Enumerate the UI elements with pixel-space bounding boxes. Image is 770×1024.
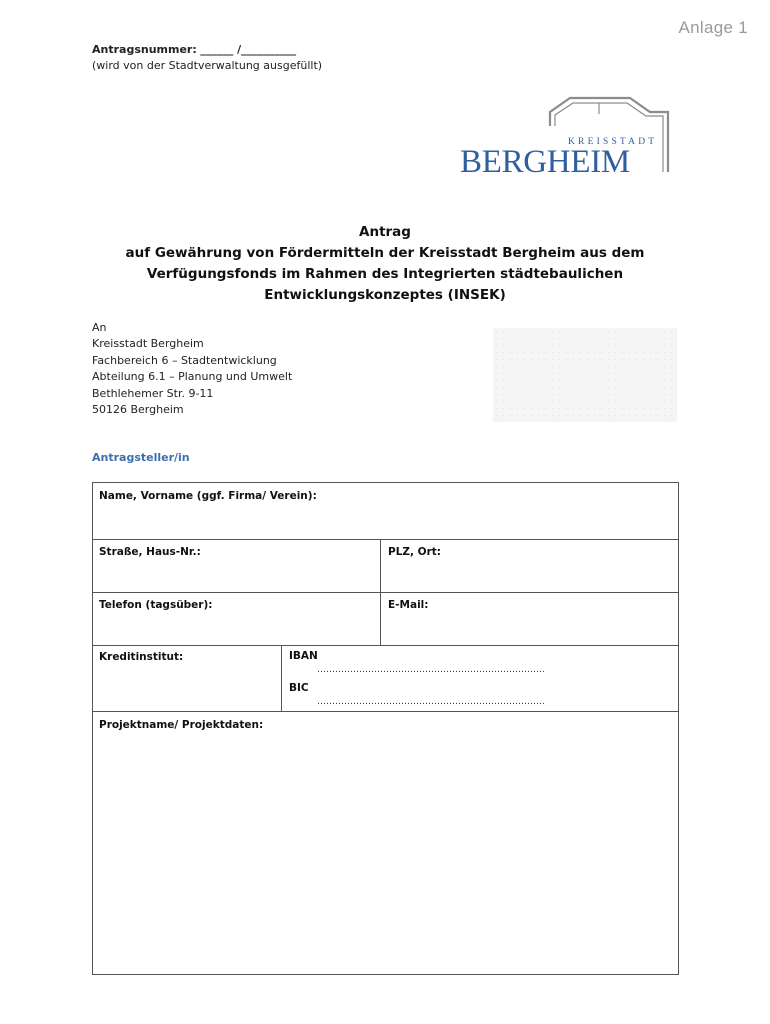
address-line: An	[92, 321, 107, 334]
project-field[interactable]: Projektname/ Projektdaten:	[99, 719, 264, 731]
street-field[interactable]: Straße, Haus-Nr.:	[99, 546, 201, 558]
bergheim-logo-graphic	[458, 92, 678, 182]
address-line: Bethlehemer Str. 9-11	[92, 386, 214, 400]
section-heading-applicant: Antragsteller/in	[92, 451, 190, 464]
email-field[interactable]: E-Mail:	[388, 599, 429, 611]
address-line: 50126 Bergheim	[92, 403, 184, 417]
logo-big-text: BERGHEIM	[460, 144, 630, 180]
column-divider	[380, 539, 381, 645]
bank-field[interactable]: Kreditinstitut:	[99, 651, 184, 663]
iban-label: IBAN	[289, 650, 318, 662]
title-line-3: Verfügungsfonds im Rahmen des Integrierten städtebaulichen	[146, 266, 624, 282]
title-line-1: Antrag	[359, 224, 411, 240]
application-number-block	[92, 42, 322, 74]
title-line-2: auf Gewährung von Fördermitteln der Kreisstadt Bergheim aus dem	[125, 245, 645, 261]
phone-field[interactable]: Telefon (tagsüber):	[99, 599, 213, 611]
receipt-stamp-box	[493, 328, 677, 422]
row-divider	[93, 592, 678, 593]
recipient-address	[92, 320, 292, 418]
annex-label: Anlage 1	[678, 18, 748, 37]
bic-label: BIC	[289, 682, 309, 694]
iban-field[interactable]: ………………………………………………………………….	[317, 665, 545, 675]
column-divider	[281, 645, 282, 711]
page-title	[80, 222, 690, 306]
address-line: Fachbereich 6 – Stadtentwicklung	[92, 353, 277, 367]
bergheim-logo	[458, 92, 678, 182]
logo-small-text: KREISSTADT	[568, 137, 658, 147]
bic-field[interactable]: ………………………………………………………………….	[317, 697, 545, 707]
title-line-4: Entwicklungskonzeptes (INSEK)	[264, 287, 506, 303]
application-number-label: Antragsnummer:	[92, 43, 197, 56]
name-field[interactable]: Name, Vorname (ggf. Firma/ Verein):	[99, 490, 317, 502]
application-number-note: (wird von der Stadtverwaltung ausgefüllt)	[92, 59, 323, 72]
row-divider	[93, 539, 678, 540]
row-divider	[93, 645, 678, 646]
row-divider	[93, 711, 678, 712]
address-line: Abteilung 6.1 – Planung und Umwelt	[92, 370, 293, 384]
application-number-field[interactable]: ______ /__________	[200, 43, 297, 56]
applicant-form-table	[92, 482, 679, 975]
address-line: Kreisstadt Bergheim	[92, 337, 204, 351]
plz-field[interactable]: PLZ, Ort:	[388, 546, 441, 558]
